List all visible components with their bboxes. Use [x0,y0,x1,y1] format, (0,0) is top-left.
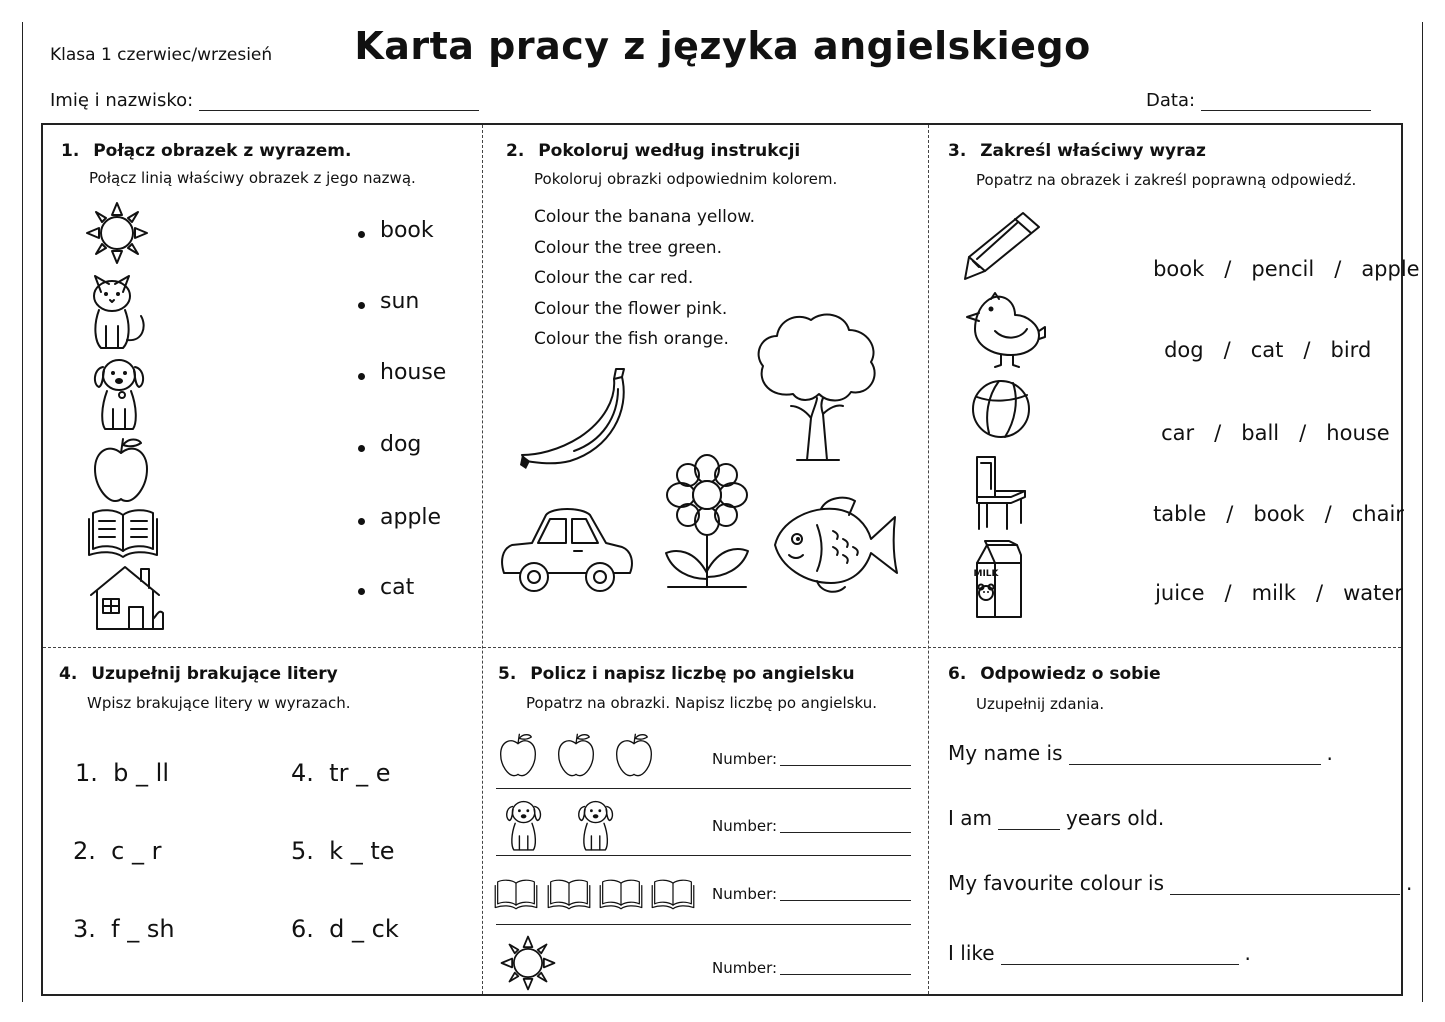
car-icon[interactable] [498,503,636,595]
sun-icon [498,933,558,993]
apple-icon [614,731,654,779]
bullet [358,518,365,525]
exercise-grid [41,123,1420,996]
row-separator [496,788,911,789]
section2-title-text: Pokoloruj według instrukcji [538,141,801,161]
section5-number: 5. [498,664,517,684]
section6-number: 6. [948,664,967,684]
section4-number: 4. [59,664,78,684]
item-word: f _ sh [111,915,175,943]
fish-icon[interactable] [771,495,901,595]
bullet [358,231,365,238]
section2-title [506,141,800,161]
option-table[interactable]: table [1153,502,1207,526]
sentence-end: . [1244,941,1251,965]
item-number: 3. [73,915,96,943]
colour-answer-line[interactable] [1170,874,1400,895]
option-separator: / [1334,257,1342,281]
choice-row-4 [1113,478,1404,550]
dog-icon [504,795,546,853]
section4-title [59,664,338,684]
bullet [358,373,365,380]
section5-title-text: Policz i napisz liczbę po angielsku [530,664,855,684]
cat-icon[interactable] [87,270,151,352]
option-dog[interactable]: dog [1164,338,1204,362]
section5-subtitle: Popatrz na obrazki. Napisz liczbę po angielsku. [526,694,877,712]
option-house[interactable]: house [1326,421,1390,445]
bullet [358,445,365,452]
book-icon [494,877,538,910]
option-ball[interactable]: ball [1241,421,1280,445]
number-answer-line[interactable] [780,900,911,901]
sentence-end: . [1406,871,1413,895]
milk-carton-icon[interactable] [973,541,1023,621]
book-icon[interactable] [87,505,159,559]
number-label: Number: [712,885,778,903]
choice-row-1 [1113,233,1420,305]
book-icon [599,877,643,910]
column-divider [482,125,483,994]
option-bird[interactable]: bird [1330,338,1372,362]
item-number: 2. [73,837,96,865]
section3-title [948,141,1206,161]
missing-letters-item-1[interactable] [75,759,169,787]
section2-number: 2. [506,141,525,161]
page-edge-right [1422,22,1423,1002]
section3-title-text: Zakreśl właściwy wyraz [980,141,1206,161]
choice-row-5 [1115,557,1403,629]
option-car[interactable]: car [1161,421,1195,445]
sentence-end: . [1326,741,1333,765]
item-word: k _ te [329,837,395,865]
house-icon[interactable] [87,561,167,633]
sentence-age-text: I am [948,806,992,830]
option-book[interactable]: book [1253,502,1305,526]
item-number: 5. [291,837,314,865]
like-answer-line[interactable] [1001,944,1239,965]
chair-icon[interactable] [971,453,1031,533]
sentence-name-text: My name is [948,741,1063,765]
book-icon [651,877,695,910]
sentence-colour [948,871,1412,895]
bird-icon[interactable] [965,291,1047,369]
tree-icon[interactable] [753,310,883,465]
item-word: c _ r [111,837,162,865]
bullet [358,588,365,595]
option-separator: / [1299,421,1307,445]
section4-subtitle: Wpisz brakujące litery w wyrazach. [87,694,351,712]
name-field[interactable] [50,90,479,111]
option-separator: / [1224,257,1232,281]
section1-subtitle: Połącz linią właściwy obrazek z jego nazwą. [89,169,416,187]
ball-icon[interactable] [969,377,1033,441]
dog-icon [576,795,618,853]
option-separator: / [1214,421,1222,445]
option-juice[interactable]: juice [1155,581,1205,605]
sentence-like-text: I like [948,941,995,965]
match-word-dog[interactable]: dog [380,432,422,457]
section3-number: 3. [948,141,967,161]
choice-row-3 [1121,397,1390,469]
match-word-sun[interactable]: sun [380,289,420,314]
sentence-age [948,806,1164,830]
item-number: 1. [75,759,98,787]
section5-title [498,664,855,684]
option-pencil[interactable]: pencil [1251,257,1315,281]
section6-subtitle: Uzupełnij zdania. [976,695,1105,713]
class-label: Klasa 1 czerwiec/wrzesień [50,45,273,65]
option-separator: / [1315,581,1324,605]
option-water[interactable]: water [1343,581,1403,605]
missing-letters-item-6[interactable] [291,915,399,943]
option-separator: / [1324,502,1332,526]
instruction-fish: Colour the fish orange. [534,329,729,349]
sun-icon[interactable] [83,199,151,267]
sentence-like [948,941,1251,965]
apple-icon [556,731,596,779]
date-field[interactable] [1146,90,1371,111]
option-cat[interactable]: cat [1250,338,1284,362]
column-divider [928,125,929,994]
row-separator [496,924,911,925]
apple-icon [498,731,538,779]
number-label: Number: [712,750,778,768]
option-separator: / [1226,502,1234,526]
missing-letters-item-4[interactable] [291,759,390,787]
name-line[interactable] [199,92,479,111]
match-word-book[interactable]: book [380,218,434,243]
item-number: 4. [291,759,314,787]
sentence-age-end: years old. [1066,806,1165,830]
section1-title-text: Połącz obrazek z wyrazem. [93,141,352,161]
milk-label: MILK [973,569,999,579]
apple-icon[interactable] [91,435,151,505]
option-separator: / [1223,338,1231,362]
match-word-house[interactable]: house [380,360,447,385]
page-edge-left [22,22,23,1002]
item-word: b _ ll [113,759,169,787]
row-separator [496,855,911,856]
number-answer-line[interactable] [780,765,911,766]
section6-title-text: Odpowiedz o sobie [980,664,1161,684]
date-line[interactable] [1201,92,1371,111]
section1-number: 1. [61,141,80,161]
match-word-apple[interactable]: apple [380,505,442,530]
number-answer-line[interactable] [780,832,911,833]
section4-title-text: Uzupełnij brakujące litery [91,664,338,684]
instruction-car: Colour the car red. [534,268,694,288]
instruction-tree: Colour the tree green. [534,238,722,258]
section1-title [61,141,351,161]
match-word-cat[interactable]: cat [380,575,415,600]
date-label: Data: [1146,90,1196,111]
option-separator: / [1224,581,1232,605]
option-book[interactable]: book [1153,257,1205,281]
number-label: Number: [712,959,778,977]
sentence-colour-text: My favourite colour is [948,871,1165,895]
page-title: Karta pracy z języka angielskiego [354,24,1091,68]
row-divider [43,647,1401,648]
flower-icon[interactable] [658,453,756,591]
section3-subtitle: Popatrz na obrazek i zakreśl poprawną odpowiedź. [976,171,1357,189]
sentence-name [948,741,1333,765]
instruction-flower: Colour the flower pink. [534,299,728,319]
choice-row-2 [1124,314,1371,386]
option-milk[interactable]: milk [1251,581,1296,605]
item-word: d _ ck [329,915,399,943]
age-answer-line[interactable] [998,809,1060,830]
name-answer-line[interactable] [1069,744,1321,765]
dog-icon[interactable] [91,351,151,433]
item-number: 6. [291,915,314,943]
missing-letters-item-2[interactable] [73,837,162,865]
instruction-banana: Colour the banana yellow. [534,207,755,227]
pencil-icon[interactable] [963,209,1043,283]
option-apple[interactable]: apple [1361,257,1420,281]
option-chair[interactable]: chair [1351,502,1404,526]
missing-letters-item-3[interactable] [73,915,175,943]
section6-title [948,664,1161,684]
banana-icon[interactable] [518,365,648,475]
missing-letters-item-5[interactable] [291,837,395,865]
option-separator: / [1303,338,1311,362]
number-label: Number: [712,817,778,835]
section2-subtitle: Pokoloruj obrazki odpowiednim kolorem. [534,170,838,188]
name-label: Imię i nazwisko: [50,90,194,111]
bullet [358,302,365,309]
book-icon [547,877,591,910]
item-word: tr _ e [329,759,391,787]
number-answer-line[interactable] [780,974,911,975]
